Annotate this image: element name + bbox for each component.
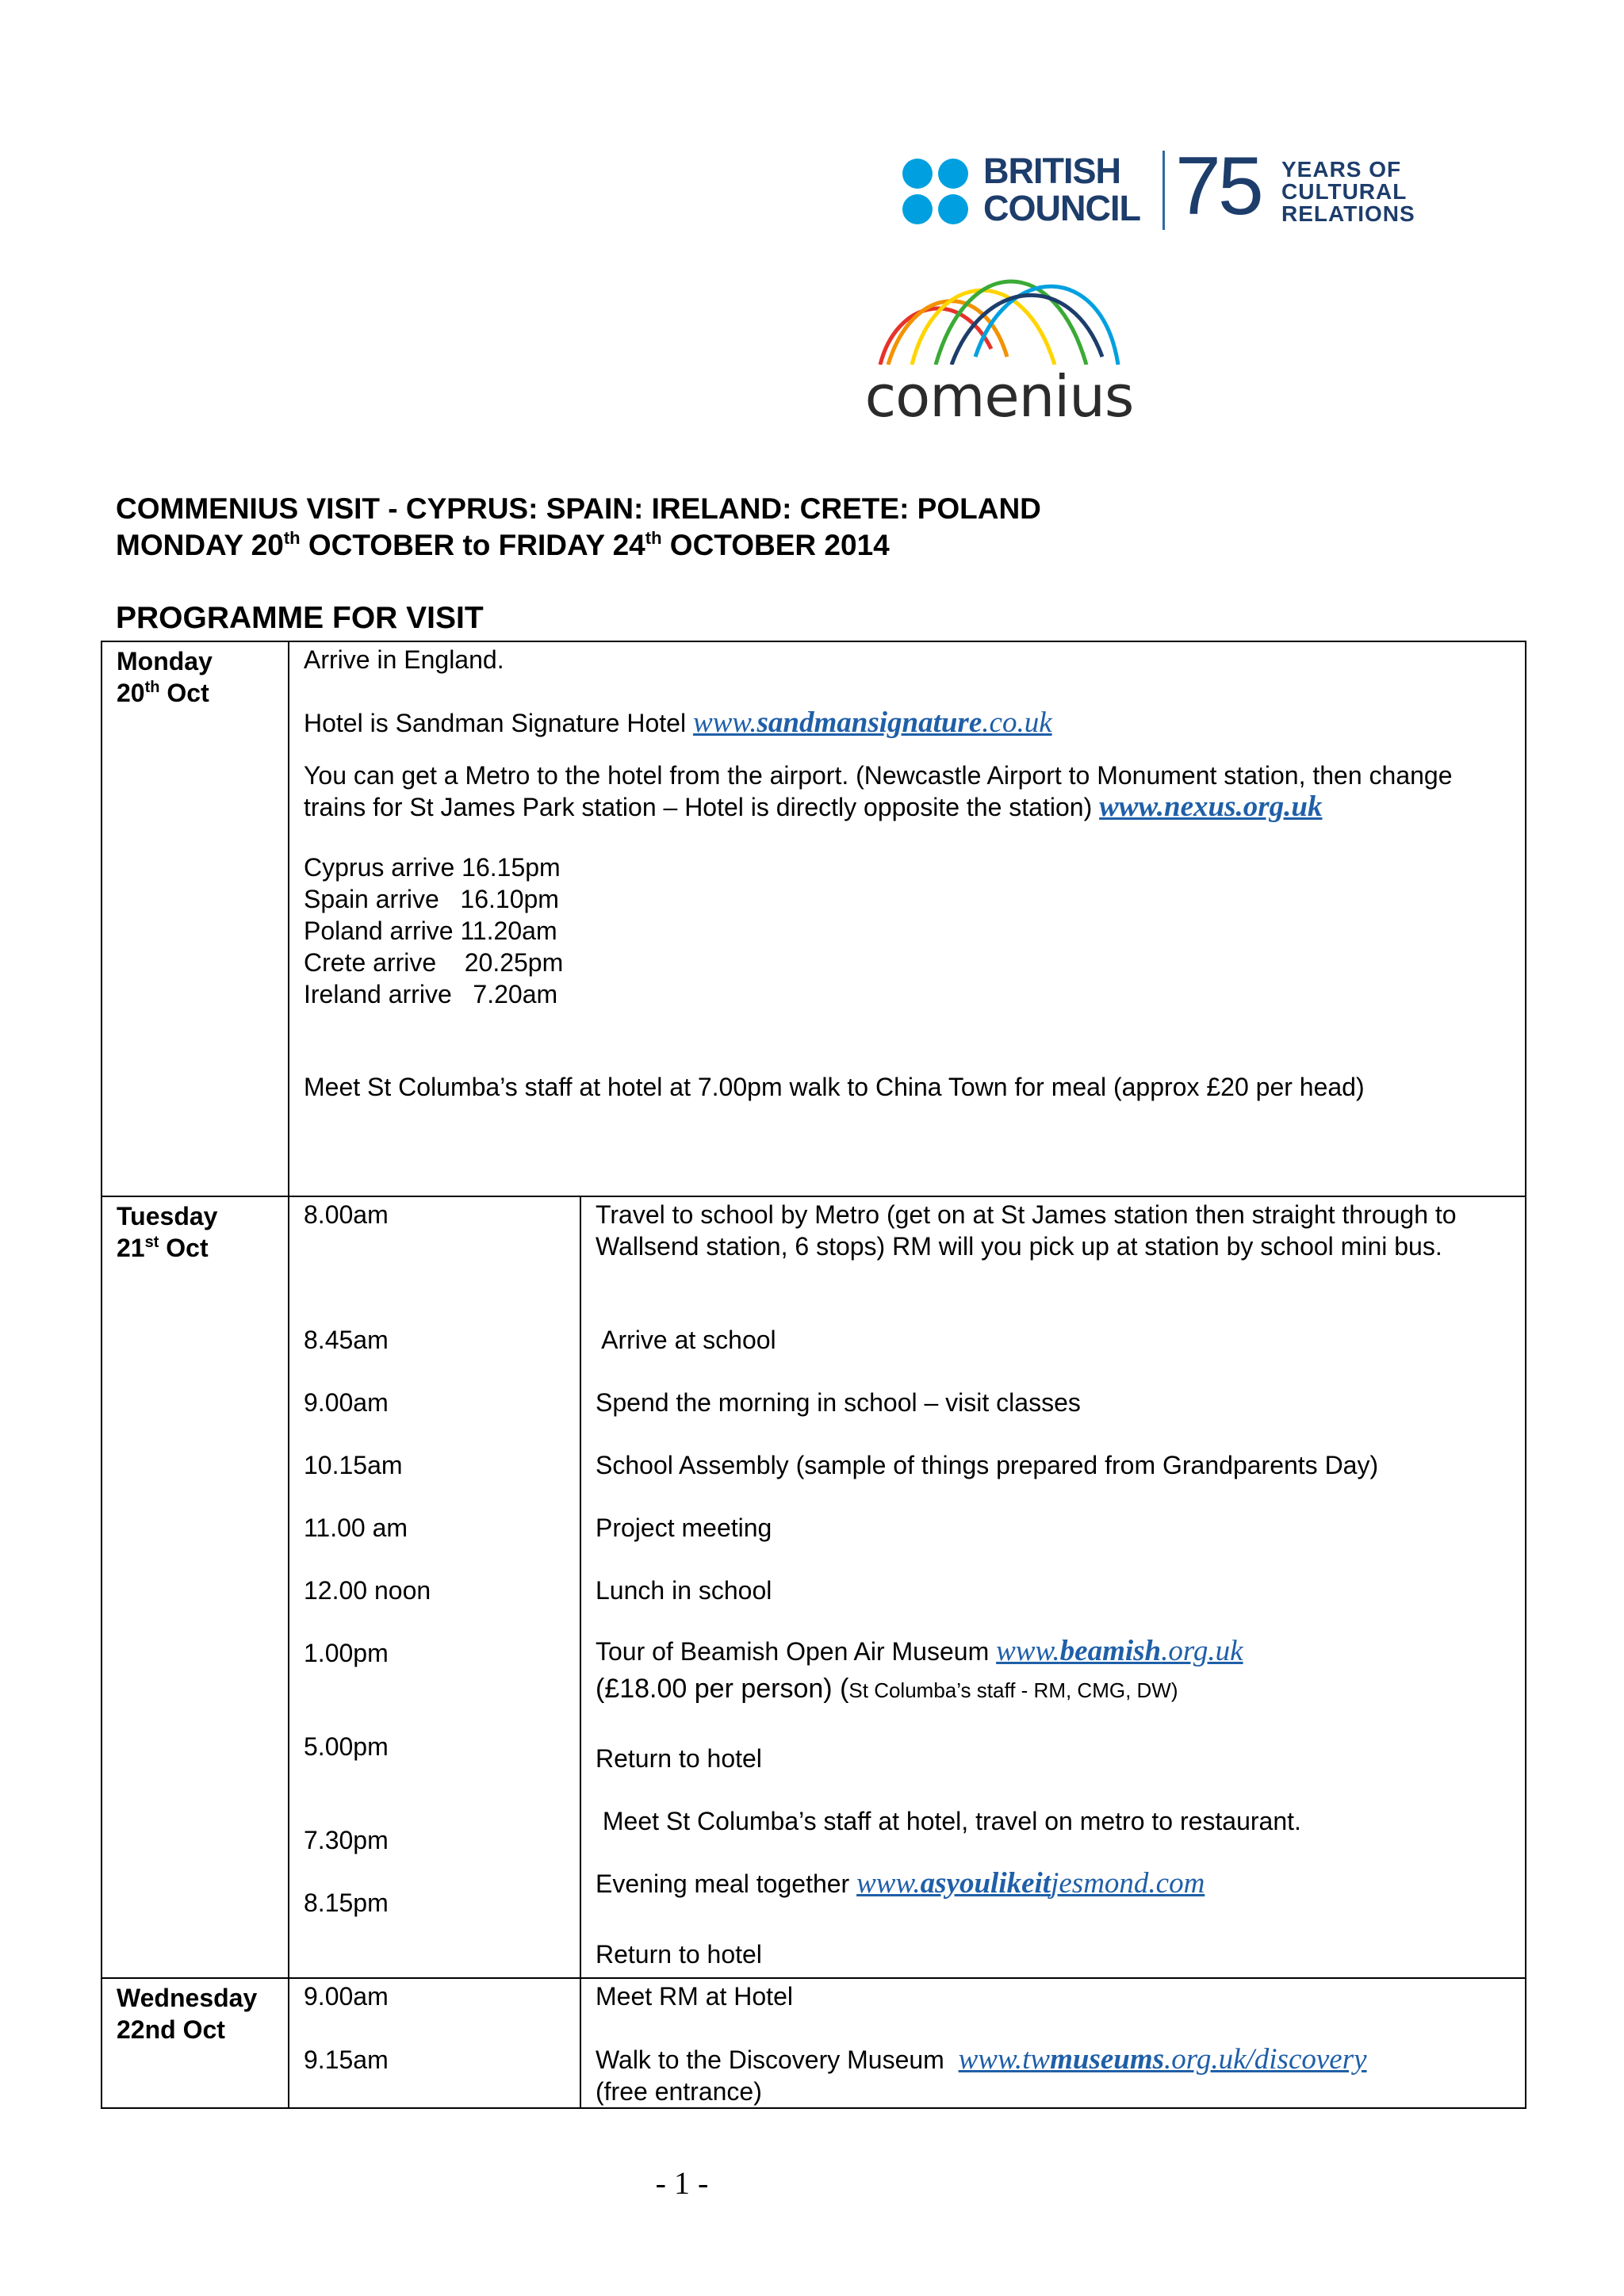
activity-meet-rm: Meet RM at Hotel [596, 1982, 793, 2011]
activity-morning: Spend the morning in school – visit classes [596, 1388, 1081, 1417]
activity-travel: Travel to school by Metro (get on at St James station then straight through to Wallsend station, 6 stops) RM will you pick up at station by school mini bus. [596, 1200, 1457, 1261]
years-caption: YEARS OF CULTURAL RELATIONS [1281, 157, 1415, 226]
activity-free-entrance: (free entrance) [596, 2077, 762, 2106]
activity-lunch: Lunch in school [596, 1576, 772, 1605]
wednesday-activities [580, 1978, 1526, 2108]
time-1300: 1.00pm [304, 1639, 389, 1667]
arrival-crete: Crete arrive 20.25pm [304, 948, 564, 977]
monday-meet: Meet St Columba’s staff at hotel at 7.00pm walk to China Town for meal (approx £20 per head) [304, 1073, 1365, 1101]
day-cell-wednesday: Wednesday 22nd Oct [102, 1978, 289, 2108]
beamish-link[interactable]: www.beamish.org.uk [996, 1635, 1243, 1667]
page-number: - 1 - [655, 2165, 709, 2201]
programme-table [101, 641, 1526, 2109]
arrival-poland: Poland arrive 11.20am [304, 916, 557, 945]
asyoulikeit-link[interactable]: www.asyoulikeitjesmond.com [856, 1867, 1205, 1900]
activity-return-2: Return to hotel [596, 1940, 762, 1969]
activity-arrive-school: Arrive at school [596, 1326, 776, 1354]
time-wed-0915: 9.15am [304, 2045, 389, 2074]
arrival-cyprus: Cyprus arrive 16.15pm [304, 853, 561, 882]
time-wed-0900: 9.00am [304, 1982, 389, 2011]
activity-meet-staff: Meet St Columba’s staff at hotel, travel on metro to restaurant. [596, 1807, 1301, 1835]
british-council-logo [901, 140, 1424, 238]
day-cell-monday: Monday 20th Oct [102, 641, 289, 1196]
activity-project: Project meeting [596, 1513, 772, 1542]
arrival-spain: Spain arrive 16.10pm [304, 885, 559, 913]
comenius-wordmark: comenius [864, 363, 1134, 430]
british-council-wordmark: BRITISH COUNCIL [983, 151, 1140, 228]
tuesday-activities [580, 1196, 1526, 1978]
table-row-wednesday [102, 1978, 1526, 2108]
activity-return-1: Return to hotel [596, 1744, 762, 1773]
time-1200: 12.00 noon [304, 1576, 431, 1605]
time-1100: 11.00 am [304, 1513, 408, 1542]
time-1015: 10.15am [304, 1451, 403, 1479]
arrival-times [304, 851, 1517, 1010]
table-row-tuesday [102, 1196, 1526, 1978]
time-0900: 9.00am [304, 1388, 389, 1417]
activity-assembly: School Assembly (sample of things prepared from Grandparents Day) [596, 1451, 1379, 1479]
hotel-link[interactable]: www.sandmansignature.co.uk [692, 706, 1052, 739]
activity-meal: Evening meal together www.asyoulikeitjesmond.com [596, 1867, 1205, 1900]
time-1700: 5.00pm [304, 1732, 389, 1761]
comenius-logo [864, 254, 1134, 436]
time-2015: 8.15pm [304, 1888, 389, 1917]
activity-walk-discovery: Walk to the Discovery Museum www.twmuseums.org.uk/discovery [596, 2043, 1367, 2076]
monday-arrive: Arrive in England. [304, 645, 504, 674]
visit-dates: MONDAY 20th OCTOBER to FRIDAY 24th OCTOBER 2014 [116, 528, 890, 561]
monday-details [289, 641, 1526, 1196]
activity-tour-price: (£18.00 per person) (St Columba’s staff - RM, CMG, DW) [596, 1674, 1178, 1704]
visit-title: COMMENIUS VISIT - CYPRUS: SPAIN: IRELAND: CRETE: POLAND [116, 492, 1041, 525]
british-council-dots-icon [901, 157, 972, 228]
tuesday-times [289, 1196, 580, 1978]
activity-tour: Tour of Beamish Open Air Museum www.beamish.org.uk [596, 1635, 1243, 1667]
nexus-link[interactable]: www.nexus.org.uk [1099, 790, 1323, 823]
time-0845: 8.45am [304, 1326, 389, 1354]
logo-separator [1162, 151, 1165, 230]
time-0800: 8.00am [304, 1200, 389, 1229]
day-cell-tuesday: Tuesday 21st Oct [102, 1196, 289, 1978]
arrival-ireland: Ireland arrive 7.20am [304, 980, 558, 1008]
programme-heading: PROGRAMME FOR VISIT [116, 601, 484, 635]
time-1930: 7.30pm [304, 1826, 389, 1854]
monday-hotel: Hotel is Sandman Signature Hotel www.sandmansignature.co.uk [304, 706, 1052, 739]
monday-metro: You can get a Metro to the hotel from the airport. (Newcastle Airport to Monument station, then change trains for St James Park station – Hotel is directly opposite the station) www.nexus.org.uk [304, 761, 1453, 823]
comenius-arcs-icon [864, 254, 1134, 365]
years-number: 75 [1175, 140, 1261, 232]
table-row-monday [102, 641, 1526, 1196]
wednesday-times [289, 1978, 580, 2108]
discovery-link[interactable]: www.twmuseums.org.uk/discovery [958, 2043, 1367, 2076]
